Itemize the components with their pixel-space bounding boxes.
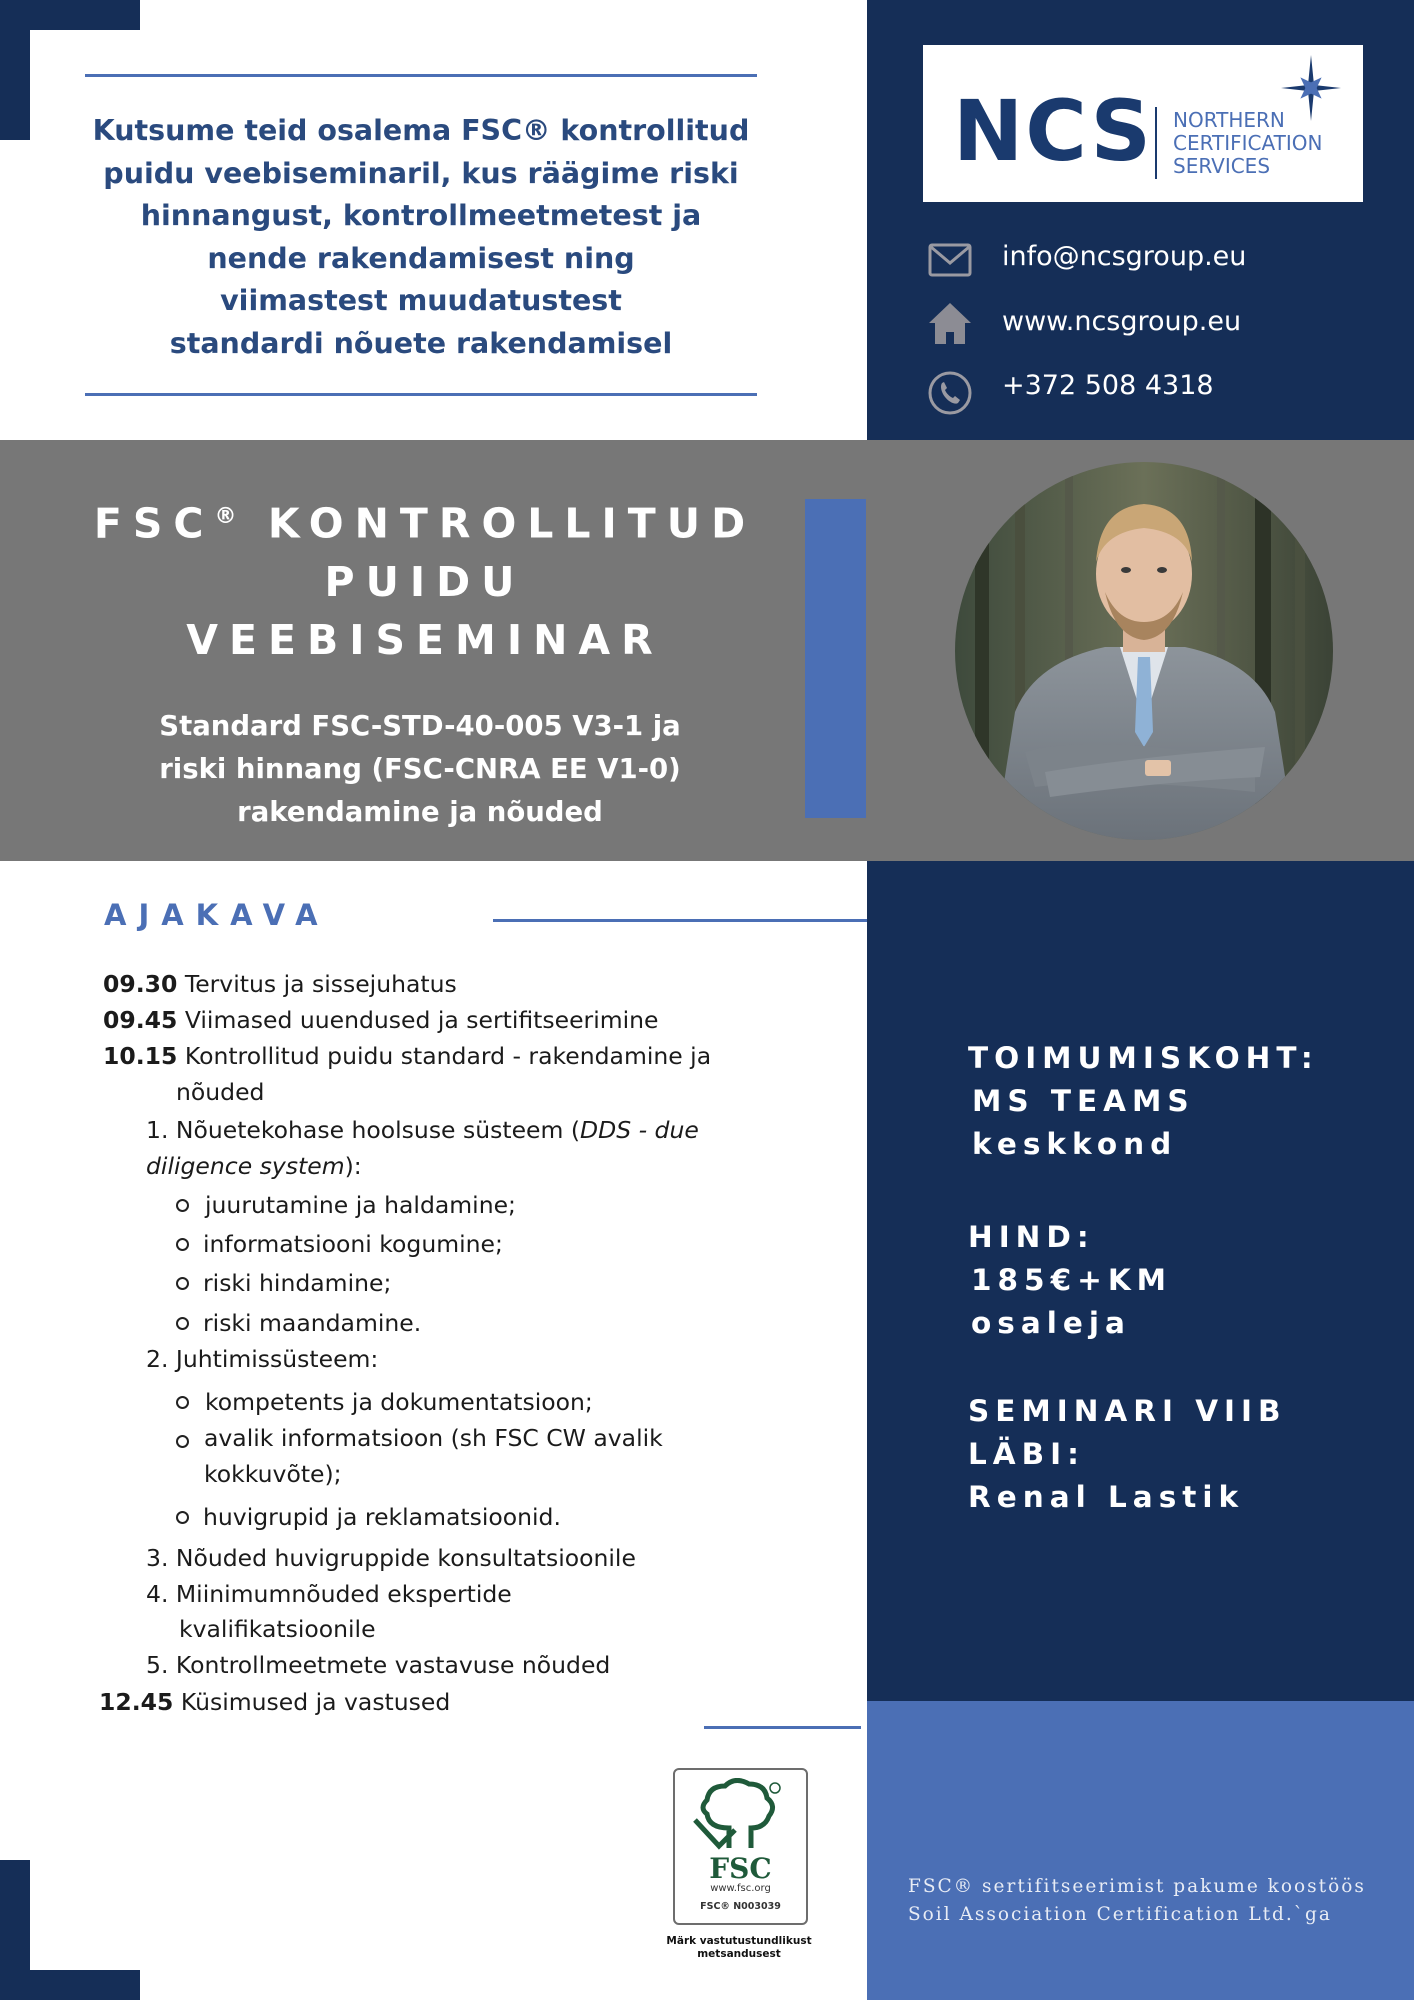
invitation-text (85, 110, 757, 365)
schedule-text-continuation: nõuded (176, 1078, 265, 1106)
invitation-line: hinnangust, kontrollmeetmetest ja (140, 199, 702, 232)
title-fsc: FSC (93, 499, 215, 548)
sub-item (146, 1540, 636, 1576)
bullet-text: juurutamine ja haldamine; (205, 1191, 516, 1219)
sub-item-italic: diligence system (146, 1152, 345, 1180)
sub-item-number: 4. (146, 1580, 169, 1608)
logo-brand: NCS (953, 82, 1154, 180)
bullet-icon (176, 1396, 189, 1409)
presenter-name: Renal Lastik (968, 1480, 1245, 1514)
home-icon (927, 300, 973, 346)
footer-note: FSC® sertifitseerimist pakume koostöös Soil Association Certification Ltd.`ga (908, 1876, 1366, 1925)
bullet-icon (176, 1435, 189, 1448)
bullet-icon (176, 1511, 189, 1524)
schedule-text: Küsimused ja vastused (180, 1688, 451, 1716)
invitation-divider-top (85, 74, 757, 77)
fsc-url: www.fsc.org (710, 1883, 771, 1894)
logo-subtitle-line: NORTHERN (1173, 108, 1285, 132)
schedule-text: Kontrollitud puidu standard - rakendamine ja (184, 1042, 712, 1070)
bullet-icon (176, 1238, 189, 1251)
email-link[interactable]: info@ncsgroup.eu (1002, 241, 1247, 272)
logo-subtitle-line: SERVICES (1173, 154, 1271, 178)
location-label: TOIMUMISKOHT: (968, 1041, 1319, 1075)
invitation-line: nende rakendamisest ning (207, 241, 635, 275)
title-line-1 (60, 488, 790, 553)
sub-item-continuation (146, 1148, 362, 1184)
schedule-item (103, 1038, 711, 1074)
fsc-caption-line: metsandusest (697, 1948, 781, 1960)
schedule-time: 09.30 (103, 970, 178, 998)
schedule-item (99, 1684, 450, 1720)
event-price (968, 1216, 1172, 1345)
bullet-icon (176, 1277, 189, 1290)
website-link[interactable]: www.ncsgroup.eu (1002, 306, 1242, 337)
price-label: HIND: (968, 1220, 1095, 1254)
sub-item (146, 1647, 610, 1683)
title-line-1-rest: KONTROLLITUD (267, 499, 757, 548)
invitation-line: viimastest muudatustest (220, 284, 622, 317)
envelope-icon (927, 237, 973, 283)
bullet-text: riski hindamine; (203, 1269, 392, 1297)
sub-item-number: 1. (146, 1116, 169, 1144)
fsc-license-code: FSC® N003039 (700, 1901, 781, 1912)
location-value: keskkond (972, 1127, 1178, 1161)
presenter-photo (955, 462, 1333, 840)
sub-item-number: 2. (146, 1345, 169, 1373)
title-line-2: PUIDU (324, 557, 526, 606)
invitation-line: standardi nõuete rakendamisel (169, 326, 673, 360)
fsc-brand: FSC (709, 1852, 772, 1885)
tree-checkmark-icon (689, 1778, 789, 1854)
invitation-line: Kutsume teid osalema FSC® kontrollitud (92, 114, 750, 147)
bullet-text-continuation: kokkuvõte); (204, 1460, 342, 1488)
price-value: 185€+KM (971, 1263, 1173, 1297)
page-title (60, 488, 790, 669)
schedule-text: Viimased uuendused ja sertifitseerimine (184, 1006, 659, 1034)
price-unit: osaleja (971, 1306, 1131, 1340)
schedule-heading: AJAKAVA (104, 898, 330, 932)
schedule-time: 10.15 (103, 1042, 178, 1070)
sub-item-text: Nõuetekohase hoolsuse süsteem ( (175, 1116, 581, 1144)
subtitle-line: Standard FSC-STD-40-005 V3-1 ja (159, 710, 681, 742)
invitation-line: puidu veebiseminaril, kus räägime riski (103, 156, 739, 190)
sub-item-number: 5. (146, 1651, 169, 1679)
schedule-time: 12.45 (99, 1688, 174, 1716)
sub-item-number: 3. (146, 1544, 169, 1572)
bullet-text: riski maandamine. (203, 1309, 422, 1337)
bullet-text: avalik informatsioon (sh FSC CW avalik (204, 1424, 663, 1452)
bullet-icon (176, 1199, 189, 1212)
phone-icon (927, 370, 973, 416)
event-location (968, 1037, 1319, 1166)
sub-item-text: ): (344, 1152, 362, 1180)
subtitle-line: rakendamine ja nõuded (237, 796, 603, 828)
hero-accent-bar (805, 499, 866, 818)
location-value: MS TEAMS (972, 1084, 1195, 1118)
sub-item-text: Kontrollmeetmete vastavuse nõuded (175, 1651, 611, 1679)
logo-subtitle-line: CERTIFICATION (1173, 131, 1323, 155)
page-subtitle (90, 705, 750, 834)
presenter-label: SEMINARI VIIB (968, 1394, 1287, 1428)
ncs-logo (923, 45, 1363, 202)
schedule-text: Tervitus ja sissejuhatus (184, 970, 457, 998)
schedule-end-divider (704, 1726, 861, 1729)
event-presenter (968, 1390, 1286, 1519)
sub-item-continuation: kvalifikatsioonile (179, 1615, 376, 1643)
sub-item-text: Nõuded huvigruppide konsultatsioonile (175, 1544, 636, 1572)
corner-accent-bottom-left-vertical (0, 1860, 30, 2000)
corner-accent-top-left-vertical (0, 0, 30, 140)
sub-item (146, 1112, 699, 1148)
sub-item (146, 1341, 378, 1377)
fsc-caption-line: Märk vastutustundlikust (666, 1935, 812, 1947)
schedule-time: 09.45 (103, 1006, 178, 1034)
subtitle-line: riski hinnang (FSC-CNRA EE V1-0) (159, 753, 681, 785)
star-icon (1281, 55, 1341, 121)
footer-right-panel (867, 1701, 1414, 2000)
fsc-logo (673, 1768, 808, 1925)
presenter-photo-illustration (955, 462, 1333, 840)
fsc-caption (660, 1935, 818, 1961)
bullet-text: huvigrupid ja reklamatsioonid. (203, 1503, 561, 1531)
sub-item-text: Juhtimissüsteem: (175, 1345, 379, 1373)
schedule-item (103, 1002, 659, 1038)
sub-item-italic: DDS - due (580, 1116, 699, 1144)
sub-item (146, 1576, 512, 1612)
schedule-item (103, 966, 457, 1002)
sub-item-text: Miinimumnõuded ekspertide (175, 1580, 512, 1608)
phone-number[interactable]: +372 508 4318 (1002, 370, 1214, 401)
bullet-icon (176, 1317, 189, 1330)
presenter-label: LÄBI: (968, 1437, 1085, 1471)
title-registered-mark: ® (214, 504, 243, 529)
invitation-divider-bottom (85, 393, 757, 396)
bullet-text: informatsiooni kogumine; (203, 1230, 503, 1258)
logo-divider (1155, 107, 1157, 179)
title-line-3: VEEBISEMINAR (186, 615, 664, 664)
bullet-text: kompetents ja dokumentatsioon; (205, 1388, 593, 1416)
schedule-divider (493, 919, 867, 922)
